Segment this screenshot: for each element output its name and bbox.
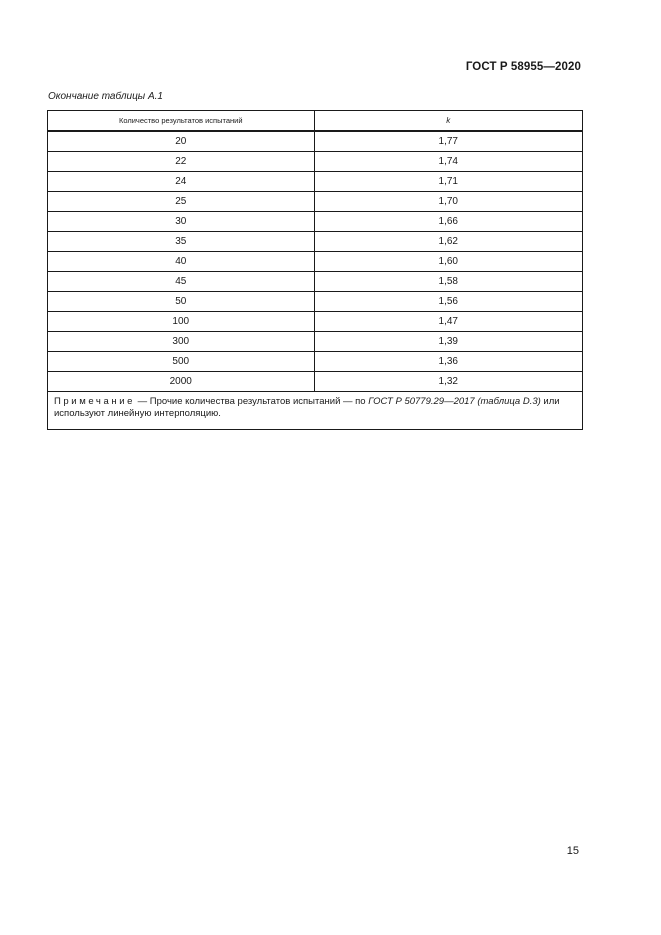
table-row [48, 372, 583, 392]
table-caption: Окончание таблицы А.1 [48, 91, 163, 102]
cell-k: 1,71 [314, 172, 582, 192]
cell-k: 1,66 [314, 212, 582, 232]
cell-k: 1,60 [314, 252, 582, 272]
cell-k: 1,74 [314, 152, 582, 172]
table-row [48, 152, 583, 172]
cell-count: 100 [48, 312, 315, 332]
note-text-1: Прочие количества результатов испытаний — по [149, 396, 369, 407]
table-header-row [48, 111, 583, 132]
cell-count: 500 [48, 352, 315, 372]
cell-count: 50 [48, 292, 315, 312]
table-row [48, 131, 583, 152]
note-label: Примечание [54, 396, 135, 407]
cell-count: 24 [48, 172, 315, 192]
cell-count: 35 [48, 232, 315, 252]
page-number: 15 [566, 845, 579, 857]
cell-k: 1,77 [314, 131, 582, 152]
column-header-count: Количество результатов испытаний [48, 111, 315, 132]
cell-k: 1,70 [314, 192, 582, 212]
table-row [48, 172, 583, 192]
table-note [48, 392, 583, 430]
cell-count: 40 [48, 252, 315, 272]
table-row [48, 352, 583, 372]
table-row [48, 232, 583, 252]
table-row [48, 292, 583, 312]
cell-k: 1,32 [314, 372, 582, 392]
cell-count: 30 [48, 212, 315, 232]
table-note-row [48, 392, 583, 430]
column-header-k: k [314, 111, 582, 132]
table-row [48, 252, 583, 272]
cell-count: 300 [48, 332, 315, 352]
note-standard-reference: ГОСТ Р 50779.29—2017 (таблица D.3) [368, 396, 541, 407]
cell-count: 25 [48, 192, 315, 212]
note-dash: — [135, 396, 150, 407]
table-row [48, 192, 583, 212]
table-row [48, 272, 583, 292]
document-code: ГОСТ Р 58955—2020 [465, 61, 581, 73]
cell-k: 1,62 [314, 232, 582, 252]
cell-k: 1,58 [314, 272, 582, 292]
table-row [48, 212, 583, 232]
cell-count: 20 [48, 131, 315, 152]
cell-count: 22 [48, 152, 315, 172]
cell-k: 1,56 [314, 292, 582, 312]
table-row [48, 332, 583, 352]
cell-k: 1,47 [314, 312, 582, 332]
note-text-2: или используют линейную интерполяцию. [54, 396, 560, 419]
cell-count: 2000 [48, 372, 315, 392]
cell-k: 1,36 [314, 352, 582, 372]
cell-count: 45 [48, 272, 315, 292]
cell-k: 1,39 [314, 332, 582, 352]
data-table [47, 110, 583, 430]
table-row [48, 312, 583, 332]
